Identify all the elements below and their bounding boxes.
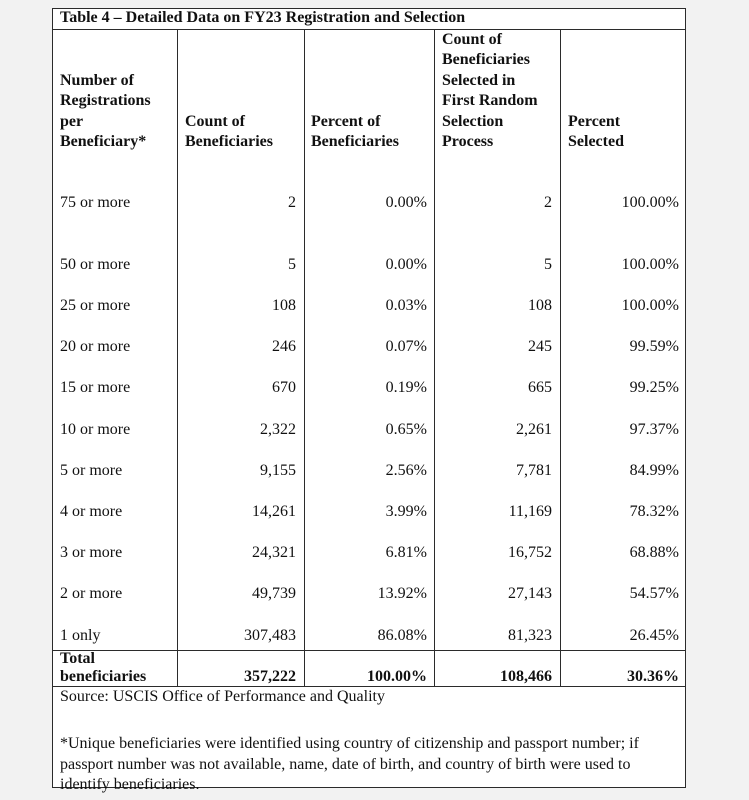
count-value: 5 (288, 256, 296, 273)
percent-selected-value: 99.25% (629, 379, 679, 396)
count-value: 246 (272, 338, 296, 355)
row-label: 15 or more (60, 379, 131, 396)
selected-value: 81,323 (508, 627, 552, 644)
percent-value: 6.81% (385, 544, 427, 561)
column-divider (434, 29, 435, 687)
selected-value: 11,169 (508, 503, 552, 520)
title-divider (52, 29, 686, 30)
row-label: 50 or more (60, 256, 131, 273)
percent-selected-value: 97.37% (629, 421, 679, 438)
selected-value: 16,752 (508, 544, 552, 561)
total-label-line2: beneficiaries (60, 668, 147, 685)
percent-value: 0.00% (385, 194, 427, 211)
row-label: 4 or more (60, 503, 123, 520)
percent-selected-value: 84.99% (629, 462, 679, 479)
count-value: 24,321 (252, 544, 296, 561)
selected-value: 665 (528, 379, 552, 396)
percent-value: 2.56% (385, 462, 427, 479)
column-divider (560, 29, 561, 687)
count-value: 14,261 (252, 503, 296, 520)
selected-value: 108 (528, 297, 552, 314)
percent-value: 0.07% (385, 338, 427, 355)
percent-selected-value: 99.59% (629, 338, 679, 355)
total-count-value: 357,222 (244, 668, 296, 685)
percent-value: 0.00% (385, 256, 427, 273)
row-label: 20 or more (60, 338, 131, 355)
count-value: 2,322 (260, 421, 296, 438)
selected-value: 5 (544, 256, 552, 273)
header-registrations-per-beneficiary: Number of Registrations per Beneficiary* (60, 72, 151, 151)
row-label: 75 or more (60, 194, 131, 211)
header-percent-selected: Percent Selected (568, 113, 624, 151)
percent-selected-value: 100.00% (621, 194, 679, 211)
percent-selected-value: 100.00% (621, 256, 679, 273)
row-label: 3 or more (60, 544, 123, 561)
source-note: Source: USCIS Office of Performance and Quality (60, 688, 385, 705)
total-percent-value: 100.00% (367, 668, 427, 685)
percent-value: 0.03% (385, 297, 427, 314)
count-value: 108 (272, 297, 296, 314)
percent-value: 0.19% (385, 379, 427, 396)
table-title: Table 4 – Detailed Data on FY23 Registration and Selection (60, 9, 466, 26)
selected-value: 7,781 (516, 462, 552, 479)
percent-selected-value: 78.32% (629, 503, 679, 520)
selected-value: 27,143 (508, 585, 552, 602)
header-percent-of-beneficiaries: Percent of Beneficiaries (311, 113, 399, 151)
header-count-of-beneficiaries: Count of Beneficiaries (185, 113, 273, 151)
selected-value: 245 (528, 338, 552, 355)
count-value: 49,739 (252, 585, 296, 602)
selected-value: 2,261 (516, 421, 552, 438)
row-label: 2 or more (60, 585, 123, 602)
count-value: 9,155 (260, 462, 296, 479)
count-value: 2 (288, 194, 296, 211)
percent-value: 3.99% (385, 503, 427, 520)
count-value: 670 (272, 379, 296, 396)
total-label-line1: Total (60, 650, 95, 667)
row-label: 10 or more (60, 421, 131, 438)
footnote: *Unique beneficiaries were identified using country of citizenship and passport number; if passport number was not available, name, date of birth, and country of birth were used to identify beneficiaries. (60, 735, 639, 793)
percent-value: 86.08% (377, 627, 427, 644)
row-label: 5 or more (60, 462, 123, 479)
header-count-selected: Count of Beneficiaries Selected in First Random Selection Process (442, 31, 538, 151)
row-label: 25 or more (60, 297, 131, 314)
selected-value: 2 (544, 194, 552, 211)
percent-selected-value: 100.00% (621, 297, 679, 314)
count-value: 307,483 (244, 627, 296, 644)
total-divider (52, 650, 686, 651)
row-label: 1 only (60, 627, 101, 644)
percent-value: 13.92% (377, 585, 427, 602)
total-selected-value: 108,466 (500, 668, 552, 685)
percent-selected-value: 54.57% (629, 585, 679, 602)
source-divider (52, 686, 686, 687)
percent-selected-value: 26.45% (629, 627, 679, 644)
column-divider (304, 29, 305, 687)
percent-selected-value: 68.88% (629, 544, 679, 561)
total-percent-selected-value: 30.36% (627, 668, 679, 685)
percent-value: 0.65% (385, 421, 427, 438)
column-divider (177, 29, 178, 687)
